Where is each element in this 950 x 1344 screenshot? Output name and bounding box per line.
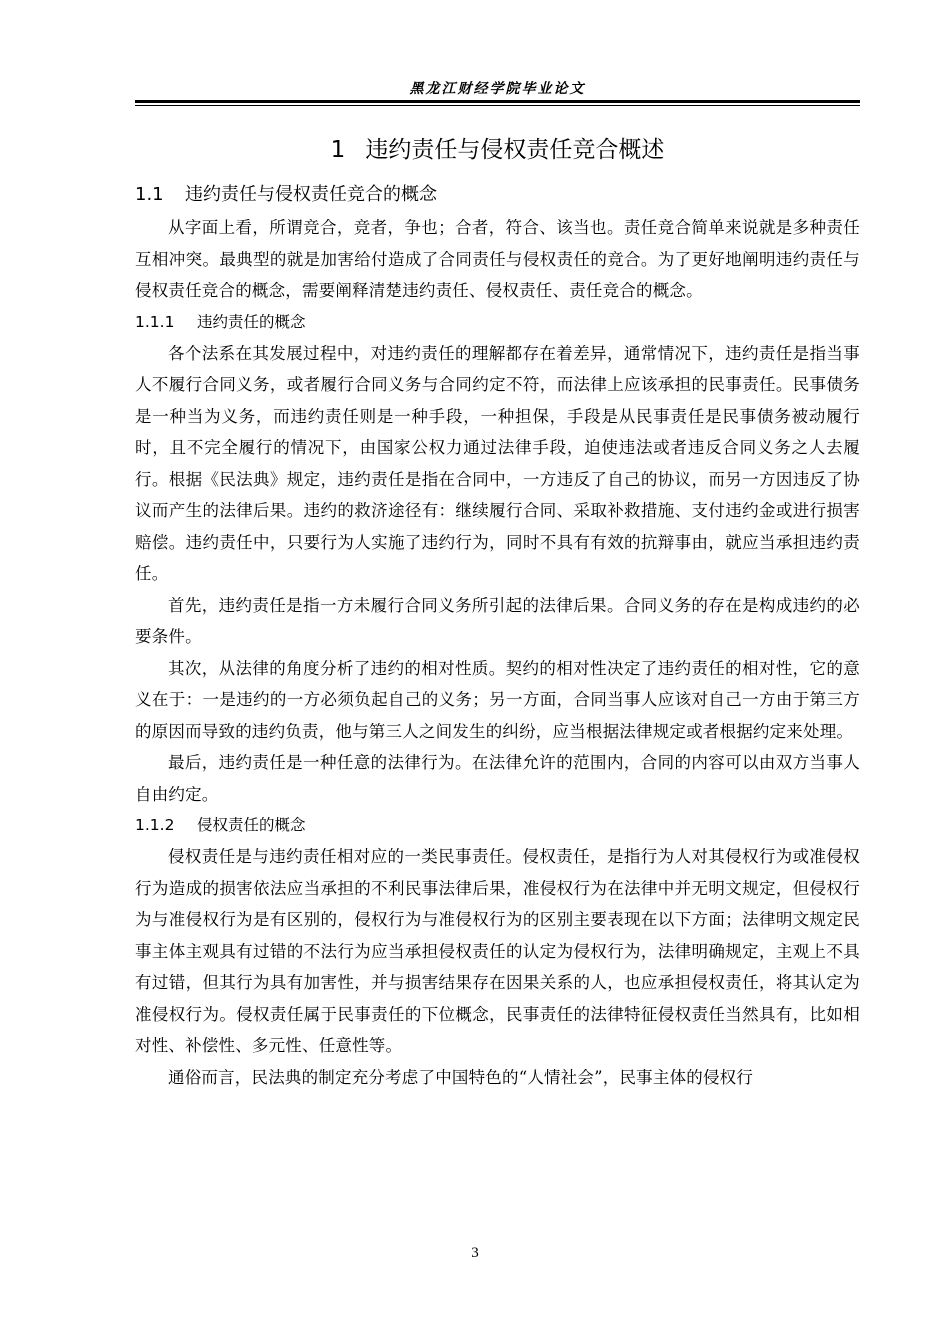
page-number: 3	[471, 1245, 479, 1261]
running-header: 黑龙江财经学院毕业论文	[409, 81, 586, 97]
body-paragraph: 首先，违约责任是指一方未履行合同义务所引起的法律后果。合同义务的存在是构成违约的必要条件。	[135, 595, 860, 646]
body-paragraph: 从字面上看，所谓竞合，竞者，争也；合者，符合、该当也。责任竞合简单来说就是多种责任互相冲突。最典型的就是加害给付造成了合同责任与侵权责任的竞合。为了更好地阐明违约责任与侵权责任竞合的概念，需要阐释清楚违约责任、侵权责任、责任竞合的概念。	[135, 218, 860, 300]
chapter-title-text: 违约责任与侵权责任竞合概述	[365, 137, 665, 163]
body-paragraph: 最后，违约责任是一种任意的法律行为。在法律允许的范围内，合同的内容可以由双方当事人自由约定。	[135, 753, 860, 804]
subsection-heading-1-1-1	[135, 307, 860, 338]
subsection-title-text: 违约责任的概念	[197, 312, 306, 331]
subsection-heading-1-1-2	[135, 810, 860, 841]
body-paragraph: 各个法系在其发展过程中，对违约责任的理解都存在着差异，通常情况下，违约责任是指当事人不履行合同义务，或者履行合同义务与合同约定不符，而法律上应该承担的民事责任。民事债务是一种当为义务，而违约责任则是一种手段，一种担保，手段是从民事责任是民事债务被动履行时，且不完全履行的情况下，由国家公权力通过法律手段，迫使违法或者违反合同义务之人去履行。根据《民法典》规定，违约责任是指在合同中，一方违反了自己的协议，而另一方因违反了协议而产生的法律后果。违约的救济途径有：继续履行合同、采取补救措施、支付违约金或进行损害赔偿。违约责任中，只要行为人实施了违约行为，同时不具有有效的抗辩事由，就应当承担违约责任。	[135, 343, 860, 583]
body-content	[135, 128, 860, 1093]
chapter-title	[135, 128, 860, 172]
section-title-text: 违约责任与侵权责任竞合的概念	[185, 184, 437, 205]
body-paragraph: 其次，从法律的角度分析了违约的相对性质。契约的相对性决定了违约责任的相对性，它的意义在于：一是违约的一方必须负起自己的义务；另一方面，合同当事人应该对自己一方由于第三方的原因而导致的违约负责，他与第三人之间发生的纠纷，应当根据法律规定或者根据约定来处理。	[135, 658, 860, 741]
subsection-number: 1.1.1	[135, 312, 175, 331]
subsection-title-text: 侵权责任的概念	[197, 816, 306, 834]
subsection-number: 1.1.2	[135, 816, 175, 834]
section-number: 1.1	[135, 184, 164, 205]
section-heading-1-1	[135, 178, 860, 212]
body-paragraph: 侵权责任是与违约责任相对应的一类民事责任。侵权责任，是指行为人对其侵权行为或准侵权行为造成的损害依法应当承担的不利民事法律后果，准侵权行为在法律中并无明文规定，但侵权行为与准侵权行为是有区别的，侵权行为与准侵权行为的区别主要表现在以下方面；法律明文规定民事主体主观具有过错的不法行为应当承担侵权责任的认定为侵权行为，法律明确规定，主观上不具有过错，但其行为具有加害性，并与损害结果存在因果关系的人，也应承担侵权责任，将其认定为准侵权行为。侵权责任属于民事责任的下位概念，民事责任的法律特征侵权责任当然具有，比如相对性、补偿性、多元性、任意性等。	[135, 847, 860, 1055]
body-paragraph: 通俗而言，民法典的制定充分考虑了中国特色的“人情社会”，民事主体的侵权行	[168, 1067, 754, 1087]
header-rule-thick	[135, 100, 860, 103]
chapter-number: 1	[330, 137, 346, 163]
header-rule-thin	[135, 105, 860, 106]
